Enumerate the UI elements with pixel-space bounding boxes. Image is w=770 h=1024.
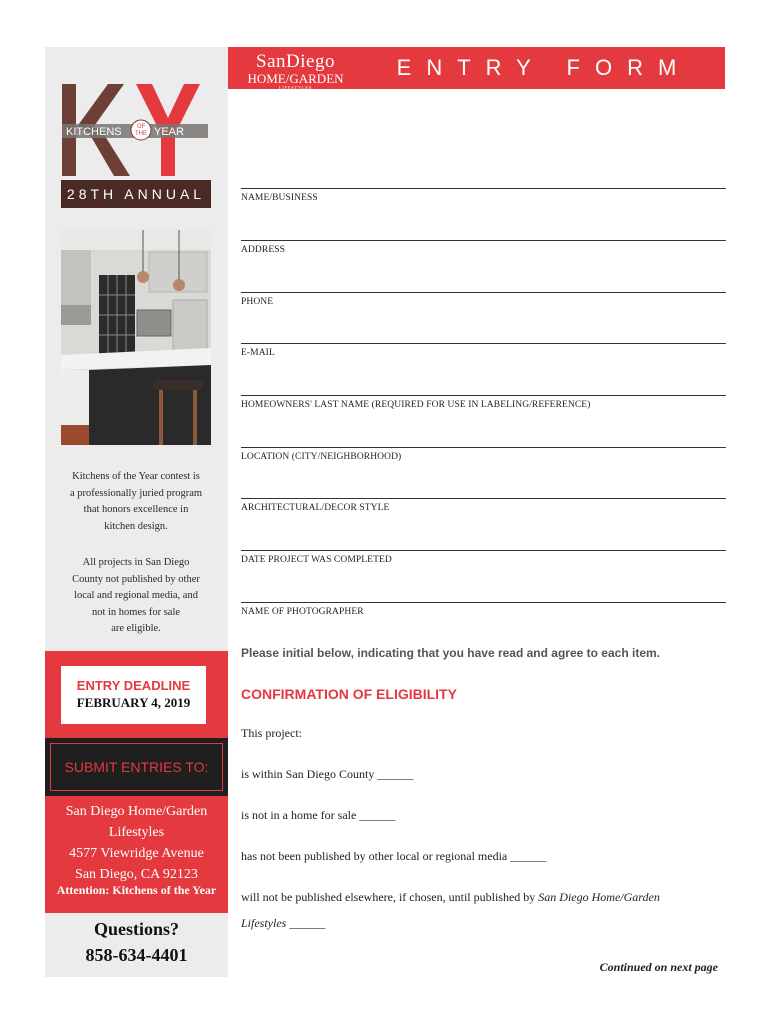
publication-name-cont: Lifestyles xyxy=(241,916,287,930)
eligibility-item-exclusive[interactable] xyxy=(241,890,726,905)
address-line: San Diego Home/Garden xyxy=(65,804,208,819)
brand-logo xyxy=(228,47,363,89)
field-label: NAME/BUSINESS xyxy=(241,193,318,203)
field-label: HOMEOWNERS' LAST NAME (REQUIRED FOR USE IN LABELING/REFERENCE) xyxy=(241,400,591,410)
field-label: ARCHITECTURAL/DECOR STYLE xyxy=(241,503,390,513)
field-label: DATE PROJECT WAS COMPLETED xyxy=(241,555,392,565)
eligibility-item-county[interactable]: is within San Diego County ______ xyxy=(241,767,414,781)
field-line xyxy=(241,292,726,293)
eligibility-item-exclusive-cont[interactable] xyxy=(241,916,726,931)
eligibility-item-not-published[interactable]: has not been published by other local or regional media ______ xyxy=(241,849,547,863)
submit-entries-box xyxy=(45,738,228,796)
annual-banner: 28TH ANNUAL xyxy=(61,180,211,208)
initial-blank: ______ xyxy=(286,916,326,930)
logo-kitchens-text: KITCHENS xyxy=(66,126,122,138)
deadline-label: ENTRY DEADLINE xyxy=(76,678,191,693)
field-homeowners-last-name[interactable] xyxy=(241,395,726,410)
address-line: San Diego, CA 92123 xyxy=(75,867,198,882)
field-line xyxy=(241,550,726,551)
logo-of-text: OF xyxy=(136,124,146,130)
deadline-box xyxy=(61,666,206,724)
initial-instruction: Please initial below, indicating that you have read and agree to each item. xyxy=(241,646,661,660)
field-email[interactable] xyxy=(241,343,726,358)
field-photographer[interactable] xyxy=(241,602,726,617)
this-project-label: This project: xyxy=(241,726,302,740)
field-label: NAME OF PHOTOGRAPHER xyxy=(241,607,364,617)
eligibility-line: are eligible. xyxy=(111,623,161,634)
questions-label: Questions? xyxy=(93,919,180,939)
logo-year-text: YEAR xyxy=(154,126,184,138)
field-style[interactable] xyxy=(241,498,726,513)
field-line xyxy=(241,395,726,396)
eligibility-line: local and regional media, and xyxy=(74,590,198,601)
field-label: E-MAIL xyxy=(241,348,275,358)
brand-subname: HOME/GARDEN xyxy=(247,71,344,86)
mailing-address xyxy=(45,801,228,885)
field-line xyxy=(241,498,726,499)
field-line xyxy=(241,447,726,448)
kitchens-of-the-year-logo xyxy=(60,80,210,180)
publication-name: San Diego Home/Garden xyxy=(538,890,660,904)
field-label: PHONE xyxy=(241,297,274,307)
attention-line: Attention: Kitchens of the Year xyxy=(56,883,217,897)
brand-name: SanDiego xyxy=(256,51,335,72)
brand-tagline: LIFESTYLES xyxy=(278,85,313,90)
field-address[interactable] xyxy=(241,240,726,255)
description-line: a professionally juried program xyxy=(69,487,203,499)
field-date-completed[interactable] xyxy=(241,550,726,565)
deadline-date: FEBRUARY 4, 2019 xyxy=(76,695,191,710)
description-line: that honors excellence in xyxy=(83,504,189,515)
phone-number: 858-634-4401 xyxy=(85,945,188,965)
eligibility-line: All projects in San Diego xyxy=(82,557,190,568)
field-label: ADDRESS xyxy=(241,245,285,255)
logo-y-stem xyxy=(161,132,175,176)
field-line xyxy=(241,188,726,189)
field-label: LOCATION (CITY/NEIGHBORHOOD) xyxy=(241,452,402,462)
continued-note: Continued on next page xyxy=(599,960,718,974)
page-title: ENTRY FORM xyxy=(363,47,725,89)
eligibility-note xyxy=(52,555,220,638)
field-phone[interactable] xyxy=(241,292,726,307)
field-line xyxy=(241,602,726,603)
confirmation-heading: CONFIRMATION OF ELIGIBILITY xyxy=(241,686,457,702)
submit-entries-label: SUBMIT ENTRIES TO: xyxy=(50,743,223,791)
eligibility-item-not-for-sale[interactable]: is not in a home for sale ______ xyxy=(241,808,396,822)
field-name-business[interactable] xyxy=(241,188,726,203)
logo-the-text: THE xyxy=(135,131,147,137)
description-line: Kitchens of the Year contest is xyxy=(72,471,200,482)
contest-description xyxy=(52,469,220,535)
logo-circle xyxy=(131,120,151,140)
field-line xyxy=(241,240,726,241)
questions-block xyxy=(45,916,228,968)
exclusive-text: will not be published elsewhere, if chosen, until published by xyxy=(241,890,539,904)
description-line: kitchen design. xyxy=(104,520,168,532)
address-line: Lifestyles xyxy=(108,825,165,840)
kitchen-photo xyxy=(61,230,211,445)
field-location[interactable] xyxy=(241,447,726,462)
eligibility-line: not in homes for sale xyxy=(91,606,181,618)
eligibility-line: County not published by other xyxy=(72,573,200,585)
field-line xyxy=(241,343,726,344)
address-line: 4577 Viewridge Avenue xyxy=(69,846,204,861)
